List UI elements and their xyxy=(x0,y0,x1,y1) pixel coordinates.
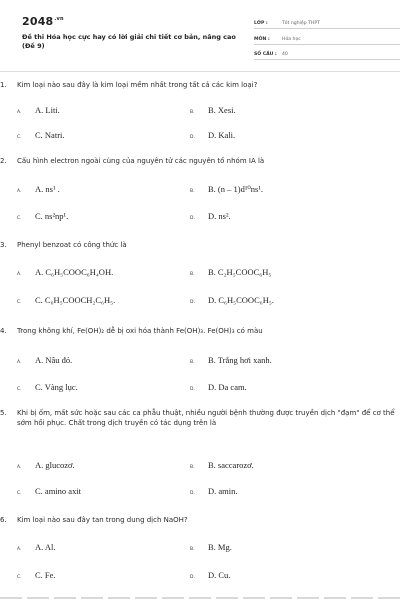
option-a[interactable] xyxy=(17,542,56,552)
question-6 xyxy=(0,515,400,587)
question-4 xyxy=(0,326,400,398)
option-b[interactable] xyxy=(190,542,232,552)
meta-label: LỚP : xyxy=(254,21,268,26)
option-text: D. C₆H₅COOC₆H₅. xyxy=(208,295,274,305)
option-d[interactable] xyxy=(190,382,247,392)
option-c[interactable] xyxy=(17,570,56,580)
option-c[interactable] xyxy=(17,382,78,392)
option-text: A. glucozơ. xyxy=(35,460,75,470)
option-letter: A. xyxy=(17,272,22,277)
option-d[interactable] xyxy=(190,130,235,140)
option-text: B. Mg. xyxy=(208,542,232,552)
question-number: 5. xyxy=(0,409,7,417)
option-text: B. Xesi. xyxy=(208,105,236,115)
option-letter: A. xyxy=(17,360,22,365)
question-stem xyxy=(0,408,400,428)
question-5 xyxy=(0,408,400,504)
option-b[interactable] xyxy=(190,460,254,470)
exam-meta xyxy=(254,15,400,62)
option-b[interactable] xyxy=(190,267,271,277)
next-question-cutoff xyxy=(0,592,400,600)
option-letter: B. xyxy=(190,360,195,365)
option-a[interactable] xyxy=(17,184,60,194)
question-text: Khi bị ốm, mất sức hoặc sau các ca phẫu thuật, nhiều người bệnh thường được truyền dịch "đạm" để cơ thể sớm hồi phục. Chất trong dịch truyền có tác dụng trên là xyxy=(17,409,395,427)
option-text: C. Fe. xyxy=(35,570,56,580)
question-stem xyxy=(0,156,400,166)
option-d[interactable] xyxy=(190,211,231,221)
question-text: Phenyl benzoat có công thức là xyxy=(17,241,127,249)
question-number: 4. xyxy=(0,327,7,335)
logo-suffix: .vn xyxy=(54,16,64,23)
option-a[interactable] xyxy=(17,105,60,115)
question-stem xyxy=(0,515,400,525)
exam-header xyxy=(22,0,378,70)
option-text: D. Cu. xyxy=(208,570,231,580)
option-text: A. Nâu đỏ. xyxy=(35,355,73,365)
option-b[interactable] xyxy=(190,184,263,195)
option-text: B. saccarozơ. xyxy=(208,460,254,470)
question-text: Kim loại nào sau đây tan trong dung dịch NaOH? xyxy=(17,516,188,524)
option-a[interactable] xyxy=(17,355,72,365)
option-text: C. amino axit xyxy=(35,486,82,496)
option-c[interactable] xyxy=(17,486,81,496)
option-letter: D. xyxy=(190,300,195,305)
option-text: C. Natri. xyxy=(35,130,65,140)
option-d[interactable] xyxy=(190,486,238,496)
option-b[interactable] xyxy=(190,355,272,365)
question-number: 2. xyxy=(0,157,7,165)
option-letter: D. xyxy=(190,387,195,392)
option-text: B. (n – 1)d¹⁰ns¹. xyxy=(208,184,264,194)
option-letter: D. xyxy=(190,491,195,496)
meta-label: SỐ CÂU : xyxy=(254,52,277,57)
question-stem xyxy=(0,80,400,90)
option-a[interactable] xyxy=(17,460,75,470)
cutoff-text-placeholder xyxy=(0,597,400,599)
question-stem xyxy=(0,240,400,250)
header-divider xyxy=(0,71,400,72)
option-text: D. Da cam. xyxy=(208,382,247,392)
option-letter: D. xyxy=(190,216,195,221)
question-number: 3. xyxy=(0,241,7,249)
option-text: A. C₆H₅COOC₆H₄OH. xyxy=(35,267,114,277)
question-number: 1. xyxy=(0,81,7,89)
option-d[interactable] xyxy=(190,295,274,305)
option-text: C. ns²np¹. xyxy=(35,211,69,221)
option-letter: A. xyxy=(17,110,22,115)
meta-value: Tốt nghiệp THPT xyxy=(282,21,320,26)
question-text: Trong không khí, Fe(OH)₂ dễ bị oxi hóa thành Fe(OH)₃. Fe(OH)₃ có màu xyxy=(17,327,263,335)
option-text: C. C₆H₅COOCH₂C₆H₅. xyxy=(35,295,116,305)
option-c[interactable] xyxy=(17,130,65,140)
option-letter: C. xyxy=(17,300,22,305)
option-letter: C. xyxy=(17,135,22,140)
question-stem xyxy=(0,326,400,336)
option-letter: C. xyxy=(17,216,22,221)
option-text: A. Al. xyxy=(35,542,56,552)
option-letter: B. xyxy=(190,465,195,470)
option-c[interactable] xyxy=(17,295,115,305)
option-text: D. amin. xyxy=(208,486,238,496)
question-2 xyxy=(0,156,400,228)
meta-value: Hóa học xyxy=(282,36,301,42)
option-letter: D. xyxy=(190,575,195,580)
logo-text: 2048 xyxy=(22,15,54,28)
option-c[interactable] xyxy=(17,211,68,221)
option-text: B. C₂H₅COOC₆H₅ xyxy=(208,267,272,277)
option-letter: B. xyxy=(190,547,195,552)
option-letter: A. xyxy=(17,189,22,194)
meta-label: MÔN : xyxy=(254,36,270,42)
option-b[interactable] xyxy=(190,105,236,115)
meta-row-grade xyxy=(254,15,400,29)
question-3 xyxy=(0,240,400,310)
question-text: Kim loại nào sau đây là kim loại mềm nhất trong tất cả các kim loại? xyxy=(17,81,258,89)
question-number: 6. xyxy=(0,516,7,524)
option-a[interactable] xyxy=(17,267,113,277)
option-letter: D. xyxy=(190,135,195,140)
site-logo[interactable] xyxy=(22,15,64,28)
option-letter: C. xyxy=(17,575,22,580)
question-1 xyxy=(0,80,400,152)
meta-row-question-count xyxy=(254,46,400,60)
question-text: Cấu hình electron ngoài cùng của nguyên tử các nguyên tố nhóm IA là xyxy=(17,157,265,165)
option-letter: A. xyxy=(17,465,22,470)
option-letter: C. xyxy=(17,387,22,392)
option-text: B. Trắng hơi xanh. xyxy=(208,355,272,365)
exam-title: Đề thi Hóa học cực hay có lời giải chi tiết cơ bản, nâng cao (Đề 9) xyxy=(22,33,236,50)
option-letter: A. xyxy=(17,547,22,552)
option-d[interactable] xyxy=(190,570,230,580)
meta-value: 40 xyxy=(282,52,288,57)
meta-row-subject xyxy=(254,31,400,45)
option-text: D. Kali. xyxy=(208,130,236,140)
option-text: A. ns¹ . xyxy=(35,184,60,194)
option-text: A. Liti. xyxy=(35,105,60,115)
option-letter: B. xyxy=(190,110,195,115)
option-text: C. Vàng lục. xyxy=(35,382,78,392)
option-letter: C. xyxy=(17,491,22,496)
option-letter: B. xyxy=(190,189,195,194)
option-text: D. ns². xyxy=(208,211,231,221)
option-letter: B. xyxy=(190,272,195,277)
